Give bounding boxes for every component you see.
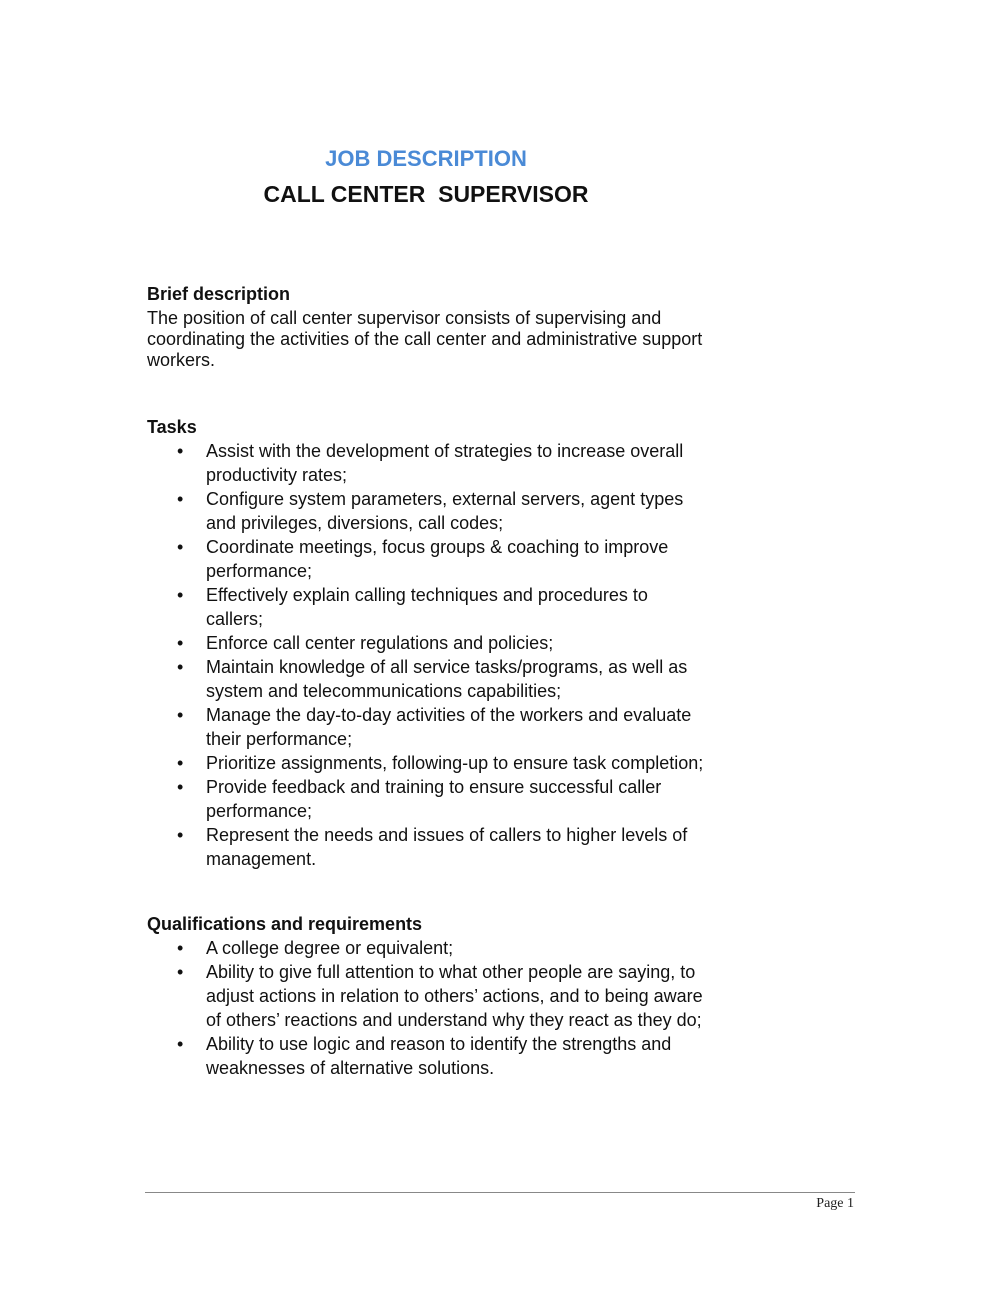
bullet-icon: • — [177, 705, 184, 725]
list-item-text: Configure system parameters, external servers, agent types and privileges, diversions, call codes; — [206, 489, 684, 533]
list-item-text: Assist with the development of strategies to increase overall productivity rates; — [206, 441, 684, 485]
list-item-text: Provide feedback and training to ensure successful caller performance; — [206, 777, 662, 821]
list-item-text: Prioritize assignments, following-up to ensure task completion; — [206, 753, 704, 773]
bullet-icon: • — [177, 825, 184, 845]
brief-description-heading: Brief description — [147, 284, 291, 304]
brief-description-section — [147, 284, 717, 371]
list-item-text: A college degree or equivalent; — [206, 938, 454, 958]
brief-description-text: The position of call center supervisor consists of supervising and coordinating the activities of the call center and administrative support workers. — [147, 308, 703, 370]
list-item — [147, 631, 707, 655]
bullet-icon: • — [177, 962, 184, 982]
bullet-icon: • — [177, 489, 184, 509]
list-item-text: Represent the needs and issues of callers to higher levels of management. — [206, 825, 688, 869]
bullet-icon: • — [177, 753, 184, 773]
tasks-heading: Tasks — [147, 417, 197, 437]
job-title: CALL CENTER SUPERVISOR — [263, 181, 589, 207]
list-item-text: Ability to use logic and reason to identify the strengths and weaknesses of alternative solutions. — [206, 1034, 672, 1078]
footer-divider — [145, 1192, 855, 1193]
list-item-text: Maintain knowledge of all service tasks/programs, as well as system and telecommunications capabilities; — [206, 657, 688, 701]
list-item-text: Coordinate meetings, focus groups & coaching to improve performance; — [206, 537, 669, 581]
list-item — [147, 960, 707, 1032]
list-item-text: Enforce call center regulations and policies; — [206, 633, 554, 653]
list-item — [147, 703, 707, 751]
document-type-heading: JOB DESCRIPTION — [325, 146, 527, 171]
qualifications-list — [147, 936, 707, 1080]
list-item — [147, 439, 707, 487]
bullet-icon: • — [177, 777, 184, 797]
bullet-icon: • — [177, 585, 184, 605]
list-item-text: Ability to give full attention to what other people are saying, to adjust actions in relation to others’ actions, and to being aware of others’ reactions and understand why they react as they do; — [206, 962, 703, 1030]
qualifications-heading: Qualifications and requirements — [147, 914, 423, 934]
list-item — [147, 936, 707, 960]
list-item — [147, 775, 707, 823]
bullet-icon: • — [177, 1034, 184, 1054]
qualifications-section — [147, 914, 707, 1080]
list-item — [147, 823, 707, 871]
bullet-icon: • — [177, 537, 184, 557]
list-item — [147, 583, 707, 631]
list-item — [147, 1032, 707, 1080]
bullet-icon: • — [177, 938, 184, 958]
tasks-section — [147, 417, 707, 871]
tasks-list — [147, 439, 707, 871]
page-number: Page 1 — [816, 1196, 854, 1211]
list-item — [147, 535, 707, 583]
list-item-text: Effectively explain calling techniques and procedures to callers; — [206, 585, 648, 629]
bullet-icon: • — [177, 633, 184, 653]
list-item — [147, 487, 707, 535]
list-item — [147, 655, 707, 703]
bullet-icon: • — [177, 657, 184, 677]
bullet-icon: • — [177, 441, 184, 461]
list-item-text: Manage the day-to-day activities of the workers and evaluate their performance; — [206, 705, 692, 749]
list-item — [147, 751, 707, 775]
